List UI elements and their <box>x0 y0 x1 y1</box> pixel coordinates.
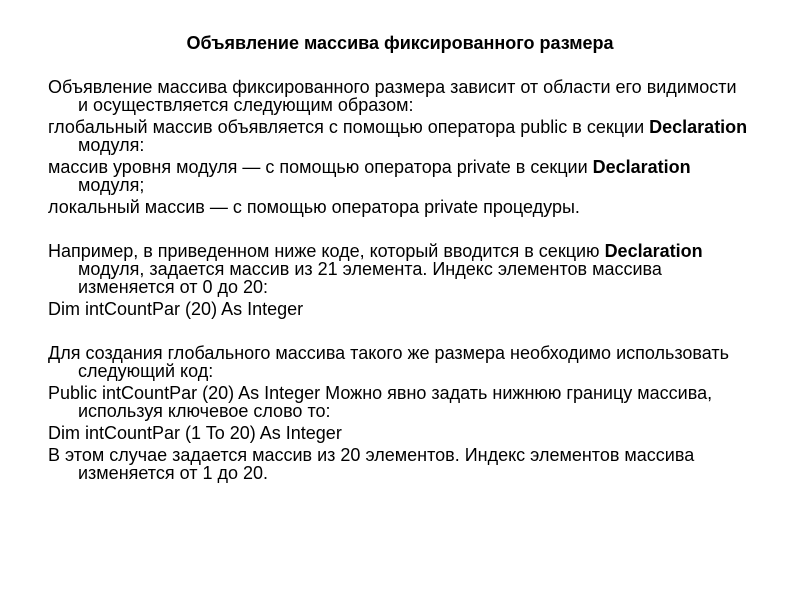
paragraph-module-array-text: массив уровня модуля — с помощью оператора private в секции <box>48 157 593 177</box>
slide-title: Объявление массива фиксированного размера <box>186 33 614 53</box>
paragraph-example <box>48 242 748 296</box>
paragraph-global-array-tail: модуля: <box>78 135 145 155</box>
paragraph-example-tail: модуля, задается массив из 21 элемента. Индекс элементов массива изменяется от 0 до 20: <box>78 259 662 297</box>
code-line-dim-to: Dim intCountPar (1 To 20) As Integer <box>48 423 342 443</box>
keyword-declaration: Declaration <box>604 241 703 261</box>
paragraph-local-array: локальный массив — с помощью оператора private процедуры. <box>48 197 580 217</box>
spacer <box>48 322 748 344</box>
paragraph-conclusion: В этом случае задается массив из 20 элементов. Индекс элементов массива изменяется от 1 до 20. <box>48 445 695 483</box>
code-line-dim: Dim intCountPar (20) As Integer <box>48 299 304 319</box>
paragraph-global-size: Для создания глобального массива такого же размера необходимо использовать следующий код: <box>48 343 730 381</box>
paragraph-public-code: Public intCountPar (20) As Integer Можно явно задать нижнюю границу массива, используя ключевое слово то: <box>48 383 713 421</box>
paragraph-example-text: Например, в приведенном ниже коде, который вводится в секцию <box>48 241 605 261</box>
paragraph-global-array <box>48 118 748 154</box>
keyword-declaration: Declaration <box>649 117 748 137</box>
paragraph-module-array <box>48 158 748 194</box>
keyword-declaration: Declaration <box>592 157 691 177</box>
paragraph-module-array-tail: модуля; <box>78 175 145 195</box>
paragraph-global-array-text: глобальный массив объявляется с помощью оператора public в секции <box>48 117 650 137</box>
paragraph-intro: Объявление массива фиксированного размера зависит от области его видимости и осуществляется следующим образом: <box>48 77 737 115</box>
spacer <box>48 220 748 242</box>
slide-body <box>48 78 748 486</box>
